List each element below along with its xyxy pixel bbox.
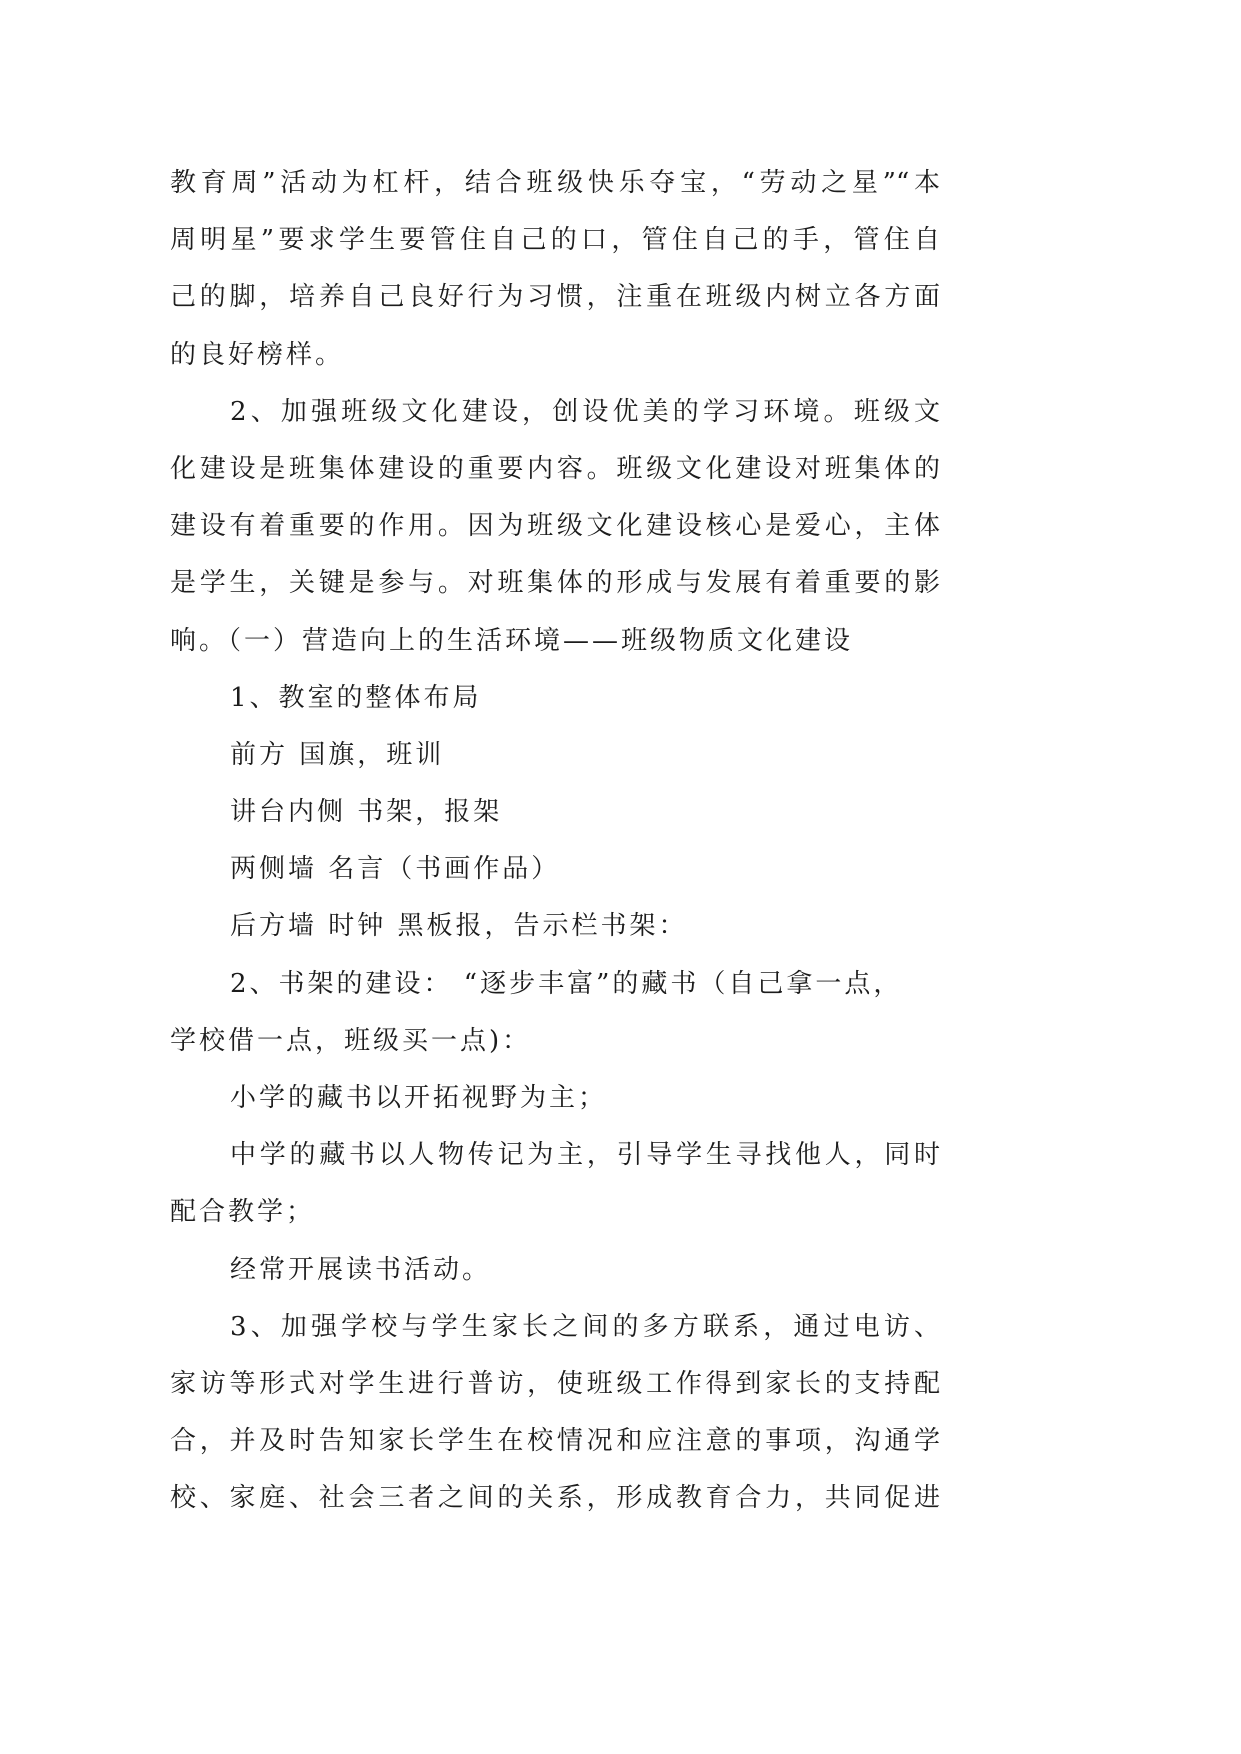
paragraph-middle-books (170, 1127, 960, 1241)
text-line: 学校借一点，班级买一点)： (170, 1025, 532, 1056)
list-item-podium (170, 784, 960, 841)
text-line: 后方墙 时钟 黑板报，告示栏书架： (230, 911, 688, 942)
text-line: 小学的藏书以开拓视野为主； (230, 1083, 608, 1113)
text-line: 3、加强学校与学生家长之间的多方联系，通过电访、 (230, 1311, 940, 1342)
text-line: 2、加强班级文化建设，创设优美的学习环境。班级文 (230, 396, 940, 427)
text-line: 中学的藏书以人物传记为主，引导学生寻找他人，同时 (230, 1140, 940, 1171)
text-line: 是学生，关键是参与。对班集体的形成与发展有着重要的影 (170, 568, 940, 599)
list-item-back-wall (170, 898, 960, 955)
list-item-front (170, 727, 960, 784)
text-line: 己的脚，培养自己良好行为习惯，注重在班级内树立各方面 (170, 282, 940, 313)
text-line: 合，并及时告知家长学生在校情况和应注意的事项，沟通学 (170, 1426, 940, 1457)
text-line: 1、教室的整体布局 (230, 682, 482, 713)
paragraph-class-culture (170, 384, 960, 670)
paragraph-parent-contact (170, 1299, 960, 1528)
paragraph-primary-books (170, 1070, 960, 1127)
paragraph-reading-activities (170, 1242, 960, 1299)
text-line: 前方 国旗，班训 (230, 739, 445, 770)
text-line: 的良好榜样。 (170, 339, 345, 370)
text-line: 两侧墙 名言（书画作品） (230, 854, 561, 885)
paragraph-bookshelf (170, 956, 960, 1070)
text-line: 建设有着重要的作用。因为班级文化建设核心是爱心，主体 (170, 511, 940, 542)
text-line: 讲台内侧 书架，报架 (230, 797, 503, 828)
text-line: 教育周”活动为杠杆，结合班级快乐夺宝，“劳动之星”“本 (170, 168, 940, 198)
document-body (170, 155, 960, 1528)
text-line: 周明星”要求学生要管住自己的口，管住自己的手，管住自 (170, 225, 940, 256)
text-line: 配合教学； (170, 1197, 316, 1228)
text-line: 经常开展读书活动。 (230, 1254, 492, 1285)
text-line: 响。（一）营造向上的生活环境——班级物质文化建设 (170, 625, 854, 656)
list-item-side-walls (170, 841, 960, 898)
text-line: 校、家庭、社会三者之间的关系，形成教育合力，共同促进 (170, 1483, 940, 1514)
text-line: 化建设是班集体建设的重要内容。班级文化建设对班集体的 (170, 453, 940, 484)
text-line: 家访等形式对学生进行普访，使班级工作得到家长的支持配 (170, 1368, 940, 1399)
paragraph-behavior-stars (170, 155, 960, 384)
paragraph-classroom-layout (170, 670, 960, 727)
text-line: 2、书架的建设： “逐步丰富”的藏书（自己拿一点， (230, 968, 903, 999)
